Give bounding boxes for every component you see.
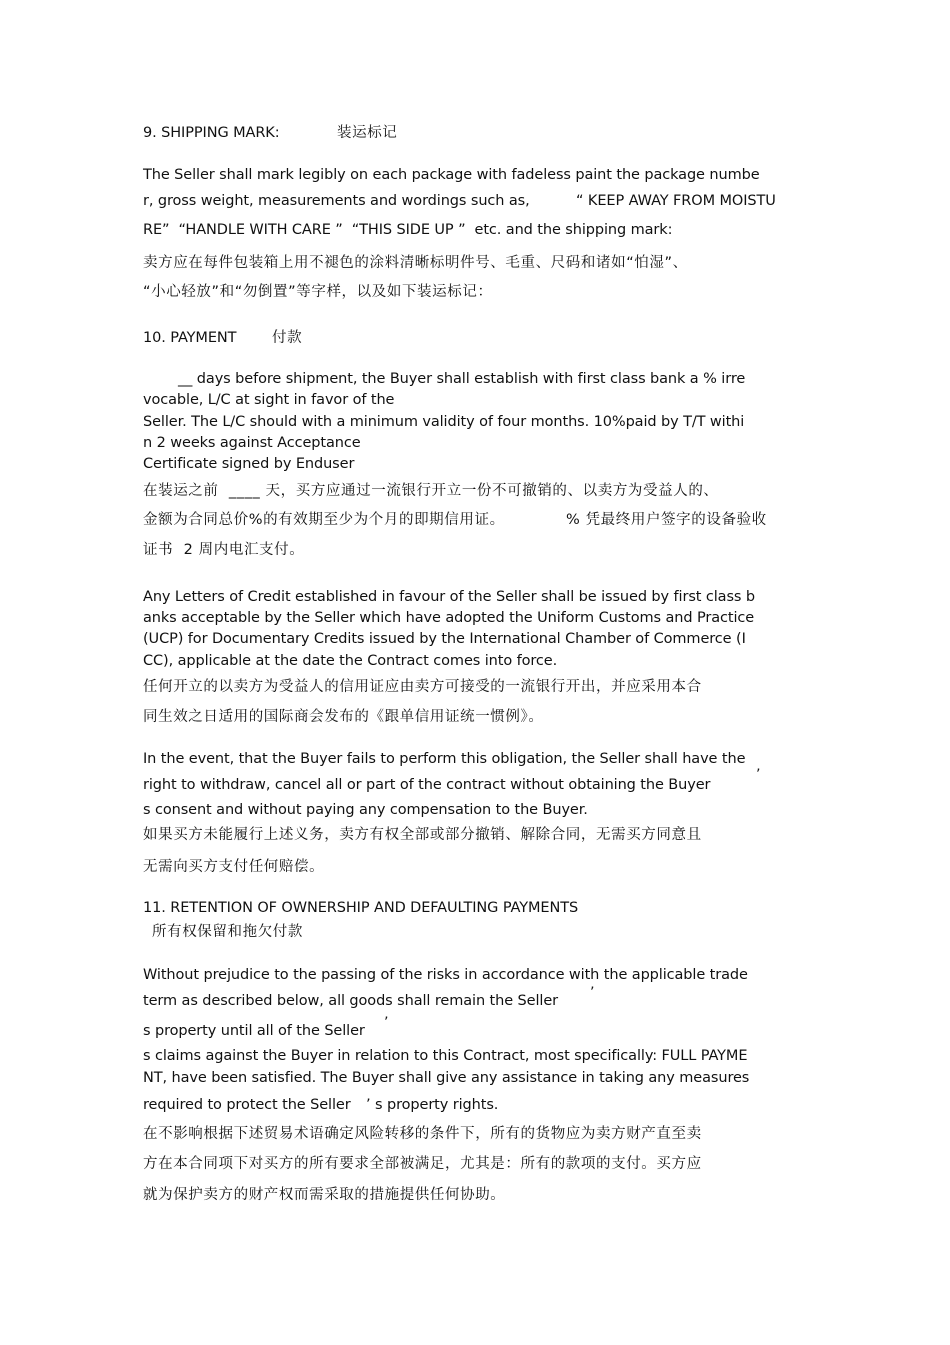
text-line-zh: 在装运之前 ____ 天，买方应通过一流银行开立一份不可撤销的、以卖方为受益人的、 — [143, 483, 719, 499]
section-9-heading: 9. SHIPPING MARK: — [143, 125, 280, 141]
text-line-zh: % 凭最终用户签字的设备验收 — [566, 512, 767, 528]
text-line-zh: 无需向买方支付任何赔偿。 — [143, 859, 325, 875]
text-line-zh: 金额为合同总价%的有效期至少为个月的即期信用证。 — [143, 512, 505, 528]
text-line: NT, have been satisfied. The Buyer shall give any assistance in taking any measures — [143, 1070, 750, 1086]
text-line: required to protect the Seller — [143, 1097, 351, 1113]
text-line: RE” “HANDLE WITH CARE ” “THIS SIDE UP ” etc. and the shipping mark: — [143, 222, 673, 238]
text-line: Certificate signed by Enduser — [143, 456, 355, 472]
text-line: The Seller shall mark legibly on each package with fadeless paint the package numbe — [143, 167, 760, 183]
text-line: s consent and without paying any compensation to the Buyer. — [143, 802, 588, 818]
text-line: right to withdraw, cancel all or part of the contract without obtaining the Buyer — [143, 777, 711, 793]
text-line: Without prejudice to the passing of the risks in accordance with the applicable trade — [143, 967, 748, 983]
text-line: vocable, L/C at sight in favor of the — [143, 392, 395, 408]
text-line: n 2 weeks against Acceptance — [143, 435, 361, 451]
text-line-zh: 卖方应在每件包装箱上用不褪色的涂料清晰标明件号、毛重、尺码和诸如“怕湿”、 — [143, 255, 688, 271]
text-line: s property until all of the Seller — [143, 1023, 365, 1039]
text-line: CC), applicable at the date the Contract comes into force. — [143, 653, 558, 669]
text-line: __ days before shipment, the Buyer shall establish with first class bank a % irre — [178, 371, 746, 387]
text-line-zh: 方在本合同项下对买方的所有要求全部被满足，尤其是：所有的款项的支付。买方应 — [143, 1156, 702, 1172]
section-9-heading-zh: 装运标记 — [337, 125, 398, 141]
apostrophe-mark: ’ — [590, 985, 595, 1001]
text-line-zh: 如果买方未能履行上述义务，卖方有权全部或部分撤销、解除合同，无需买方同意且 — [143, 827, 702, 843]
section-10-heading-zh: 付款 — [272, 330, 303, 346]
text-line-zh: 同生效之日适用的国际商会发布的《跟单信用证统一惯例》。 — [143, 709, 544, 725]
text-line: (UCP) for Documentary Credits issued by the International Chamber of Commerce (I — [143, 631, 746, 647]
text-line: ’ s property rights. — [366, 1097, 499, 1113]
text-line-zh: “小心轻放”和“勿倒置”等字样，以及如下装运标记： — [143, 284, 493, 300]
text-line: “ KEEP AWAY FROM MOISTU — [576, 193, 776, 209]
text-line: term as described below, all goods shall remain the Seller — [143, 993, 559, 1009]
text-line: Seller. The L/C should with a minimum validity of four months. 10%paid by T/T withi — [143, 414, 745, 430]
text-line-zh: 证书 2 周内电汇支付。 — [143, 542, 305, 558]
apostrophe-mark: ’ — [756, 767, 761, 783]
text-line-zh: 在不影响根据下述贸易术语确定风险转移的条件下，所有的货物应为卖方财产直至卖 — [143, 1126, 702, 1142]
section-10-heading: 10. PAYMENT — [143, 330, 237, 346]
text-line-zh: 就为保护卖方的财产权而需采取的措施提供任何协助。 — [143, 1187, 506, 1203]
text-line: Any Letters of Credit established in favour of the Seller shall be issued by first class b — [143, 589, 755, 605]
section-11-heading-zh: 所有权保留和拖欠付款 — [152, 924, 303, 940]
text-line: anks acceptable by the Seller which have adopted the Uniform Customs and Practice — [143, 610, 755, 626]
text-line: In the event, that the Buyer fails to perform this obligation, the Seller shall have the — [143, 751, 746, 767]
text-line: s claims against the Buyer in relation to this Contract, most specifically: FULL PAYME — [143, 1048, 748, 1064]
apostrophe-mark: ’ — [384, 1015, 389, 1031]
text-line-zh: 任何开立的以卖方为受益人的信用证应由卖方可接受的一流银行开出，并应采用本合 — [143, 679, 702, 695]
section-11-heading: 11. RETENTION OF OWNERSHIP AND DEFAULTING PAYMENTS — [143, 900, 579, 916]
text-line: r, gross weight, measurements and wordings such as, — [143, 193, 530, 209]
